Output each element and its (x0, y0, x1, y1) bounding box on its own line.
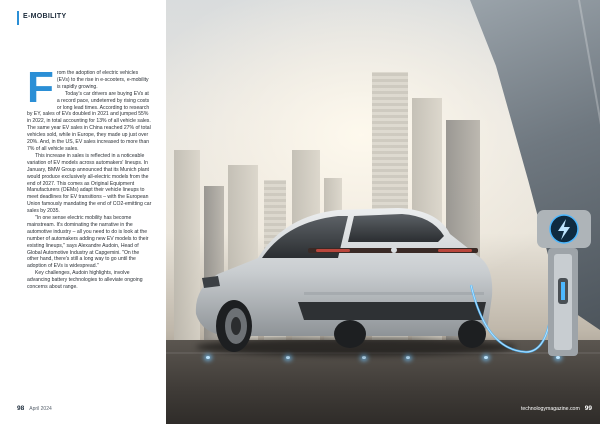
right-folio (521, 405, 592, 412)
floor-light (286, 356, 290, 359)
electric-car-image (188, 196, 498, 356)
drop-cap: F (27, 63, 54, 112)
floor-light (406, 356, 410, 359)
left-page (0, 0, 166, 424)
article-paragraph-2: Today's car drivers are buying EVs at a record pace, undeterred by rising costs or long lead times. According to research by EY, sales of EVs doubled in 2021 and jumped 55% in 2022, in total accounting for 13% of all vehicle sales. The same year EV sales in China reached 27% of total vehicles sold, while in Europe, they made up just over 20%. And, in the US, EV sales increased to more than 7% of all vehicle sales. (27, 90, 151, 152)
section-label: E-MOBILITY (23, 13, 67, 20)
left-page-number: 98 (17, 405, 25, 412)
floor-light (206, 356, 210, 359)
article-paragraph-4: "In one sense electric mobility has become mainstream. It's dominating the narrative in the automotive industry – all you need to do is look at the number of automakers adding new EV models to their existing lineups," says Alexandre Audoin, Head of Global Automotive Industry at Capgemini. "On the other hand, there's still a long way to go until the adoption of EVs is widespread." (27, 215, 149, 270)
issue-date: April 2024 (29, 406, 52, 412)
hero-photo (166, 0, 600, 424)
article-paragraph-1 (27, 63, 152, 112)
charging-station (534, 208, 594, 358)
section-accent-bar (17, 11, 19, 25)
article-paragraph-3: This increase in sales is reflected in a noticeable variation of EV models across automakers' lineups. In January, BMW Group announced that its Munich plant would produce exclusively all-electric models from the end of 2027. This comes as Original Equipment Manufacturers (OEMs) adapt their vehicle lineups to meet deadlines for EV transitions – with the European Union famously mandating the end of CO2-emitting car sales by 2035. (27, 152, 152, 215)
article-paragraph-1-text: rom the adoption of electric vehicles (EVs) to the rise in e-scooters, e-mobility is rapidly growing. (56, 70, 149, 90)
article-body (27, 63, 152, 291)
floor-light (362, 356, 366, 359)
left-folio (17, 405, 52, 412)
site-name: technologymagazine.com (520, 406, 580, 412)
right-page-number: 99 (584, 405, 592, 412)
article-paragraph-5: Key challenges, Audoin highlights, involve advancing battery technologies to alleviate ongoing concerns about range. (27, 270, 143, 291)
